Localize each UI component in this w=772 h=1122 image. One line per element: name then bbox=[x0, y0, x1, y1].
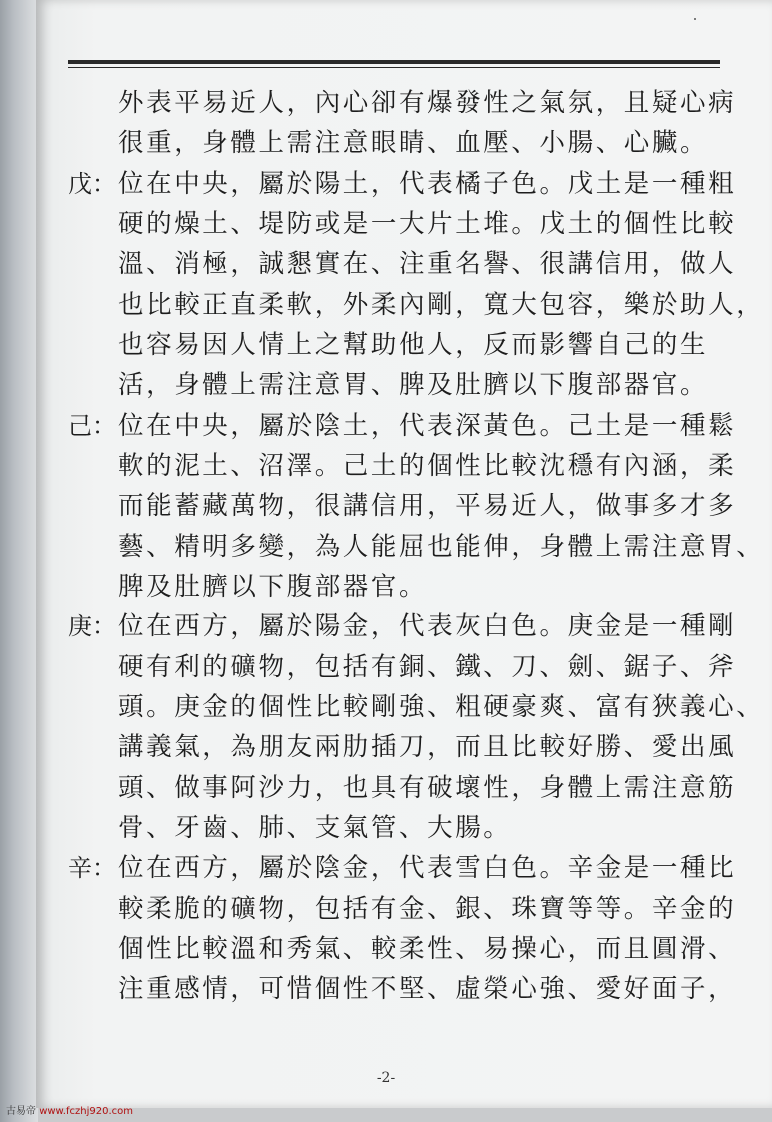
site-watermark bbox=[6, 1102, 133, 1117]
text-line: 而能蓄藏萬物，很講信用，平易近人，做事多才多 bbox=[118, 491, 737, 521]
page-number: -2- bbox=[376, 1070, 396, 1086]
text-line: 注重感情，可惜個性不堅、虛榮心強、愛好面子， bbox=[118, 974, 737, 1004]
marker-xin: 辛： bbox=[68, 854, 116, 882]
watermark-url: www.fczhj920.com bbox=[39, 1106, 133, 1117]
text-line: 溫、消極，誠懇實在、注重名譽、很講信用，做人 bbox=[118, 249, 737, 279]
book-spine-shadow bbox=[0, 0, 38, 1122]
text-line: 位在西方，屬於陰金，代表雪白色。辛金是一種比 bbox=[118, 853, 737, 883]
text-line: 外表平易近人，內心卻有爆發性之氣氛，且疑心病 bbox=[118, 88, 737, 118]
text-line: 也容易因人情上之幫助他人，反而影響自己的生 bbox=[118, 330, 709, 360]
header-rule-thick bbox=[68, 60, 720, 64]
text-line: 活，身體上需注意胃、脾及肚臍以下腹部器官。 bbox=[118, 370, 709, 400]
text-line: 硬的燥土、堤防或是一大片土堆。戊土的個性比較 bbox=[118, 209, 737, 239]
text-line: 硬有利的礦物，包括有銅、鐵、刀、劍、鋸子、斧 bbox=[118, 652, 737, 682]
text-line: 位在西方，屬於陽金，代表灰白色。庚金是一種剛 bbox=[118, 611, 737, 641]
text-line: 很重，身體上需注意眼睛、血壓、小腸、心臟。 bbox=[118, 128, 709, 158]
text-line: 較柔脆的礦物，包括有金、銀、珠寶等等。辛金的 bbox=[118, 894, 737, 924]
text-line: 個性比較溫和秀氣、較柔性、易操心，而且圓滑、 bbox=[118, 934, 737, 964]
text-line: 骨、牙齒、肺、支氣管、大腸。 bbox=[118, 813, 512, 843]
text-line: 位在中央，屬於陰土，代表深黃色。己土是一種鬆 bbox=[118, 411, 737, 441]
text-line: 頭。庚金的個性比較剛強、粗硬豪爽、富有狹義心、 bbox=[118, 692, 765, 722]
text-line: 軟的泥土、沼澤。己土的個性比較沈穩有內涵，柔 bbox=[118, 451, 737, 481]
marker-ji: 己： bbox=[68, 412, 116, 440]
text-line: 脾及肚臍以下腹部器官。 bbox=[118, 572, 428, 602]
text-line: 也比較正直柔軟，外柔內剛，寬大包容，樂於助人， bbox=[118, 290, 765, 320]
marker-geng: 庚： bbox=[68, 612, 116, 640]
text-line: 頭、做事阿沙力，也具有破壞性，身體上需注意筋 bbox=[118, 773, 737, 803]
text-line: 藝、精明多變，為人能屈也能伸，身體上需注意胃、 bbox=[118, 532, 765, 562]
header-rule-thin bbox=[68, 67, 720, 68]
text-line: 位在中央，屬於陽土，代表橘子色。戊土是一種粗 bbox=[118, 169, 737, 199]
text-line: 講義氣，為朋友兩肋插刀，而且比較好勝、愛出風 bbox=[118, 732, 737, 762]
scan-speck bbox=[694, 18, 696, 20]
watermark-label: 古易帝 bbox=[6, 1106, 36, 1117]
marker-wu: 戊： bbox=[68, 170, 116, 198]
